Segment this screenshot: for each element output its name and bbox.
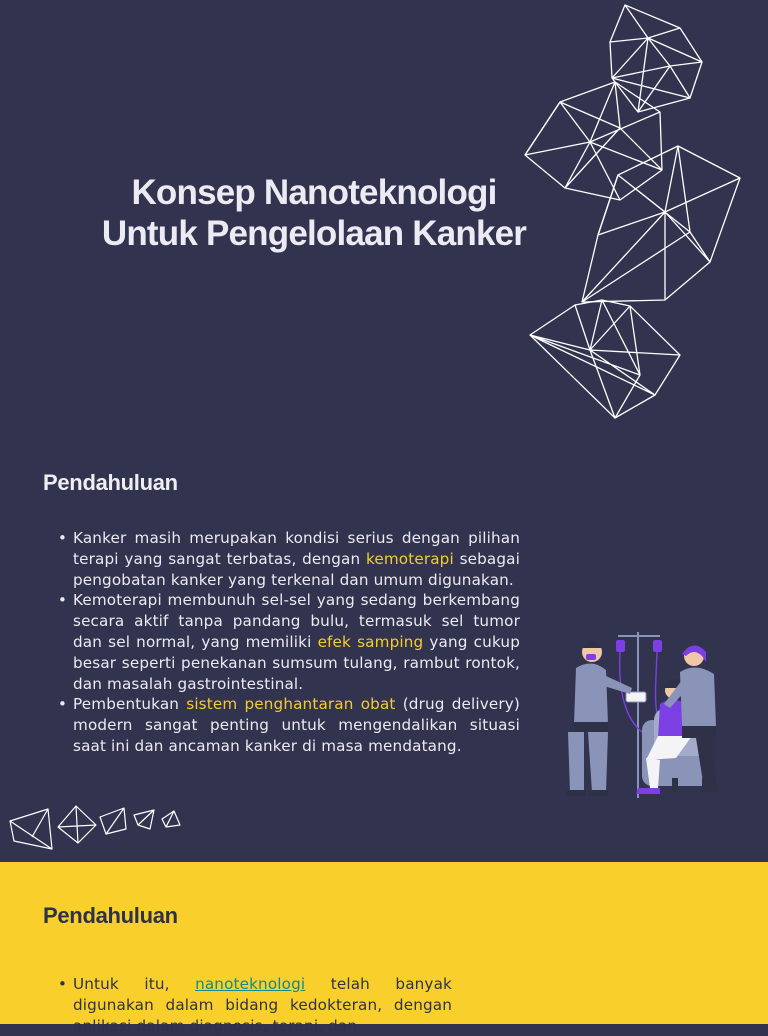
slide-2 [0, 862, 768, 1035]
section-heading: Pendahuluan [43, 470, 178, 495]
bullet-text: yang cukup besar seperti penekanan sumsum tulang, rambut rontok, dan masalah gastrointestinal. [73, 632, 520, 693]
list-item [58, 974, 452, 1036]
title-line-1: Konsep Nanoteknologi [131, 173, 497, 212]
bullet-text: Pembentukan [73, 695, 187, 714]
nanotechnology-link[interactable]: nanoteknologi [195, 975, 306, 993]
bullet-dot: • [58, 975, 67, 993]
bullet-text: Kanker masih merupakan kondisi serius dengan pilihan terapi yang sangat terbatas, dengan [73, 529, 520, 568]
section-heading: Pendahuluan [43, 903, 178, 928]
bullet-list [58, 974, 452, 1036]
title-line-2: Untuk Pengelolaan Kanker [101, 214, 527, 253]
bullet-list [58, 528, 520, 757]
chemotherapy-illustration [556, 628, 726, 808]
highlight-term: sistem penghantaran obat [186, 695, 396, 714]
page-title [40, 172, 588, 254]
list-item [58, 590, 520, 694]
list-item [58, 694, 520, 756]
highlight-term: efek samping [317, 632, 424, 651]
bullet-dot: • [58, 529, 67, 547]
bullet-text: telah banyak digunakan dalam bidang kedokteran, dengan aplikasi dalam diagnosis, terapi, dan [73, 975, 452, 1035]
list-item [58, 528, 520, 590]
bullet-text: Kemoterapi membunuh sel-sel yang sedang berkembang secara aktif tanpa pandang bulu, termasuk sel tumor dan sel normal, yang memiliki [73, 591, 520, 651]
wireframe-pyramids-decoration [8, 803, 188, 853]
highlight-term: kemoterapi [365, 549, 454, 568]
bullet-text: sebagai pengobatan kanker yang terkenal dan umum digunakan. [73, 549, 520, 589]
bullet-text: Untuk itu, [73, 975, 196, 993]
bullet-dot: • [58, 591, 67, 610]
bullet-dot: • [58, 695, 67, 714]
bullet-text: (drug delivery) modern sangat penting untuk mengendalikan situasi saat ini dan ancaman kanker di masa mendatang. [73, 695, 520, 755]
